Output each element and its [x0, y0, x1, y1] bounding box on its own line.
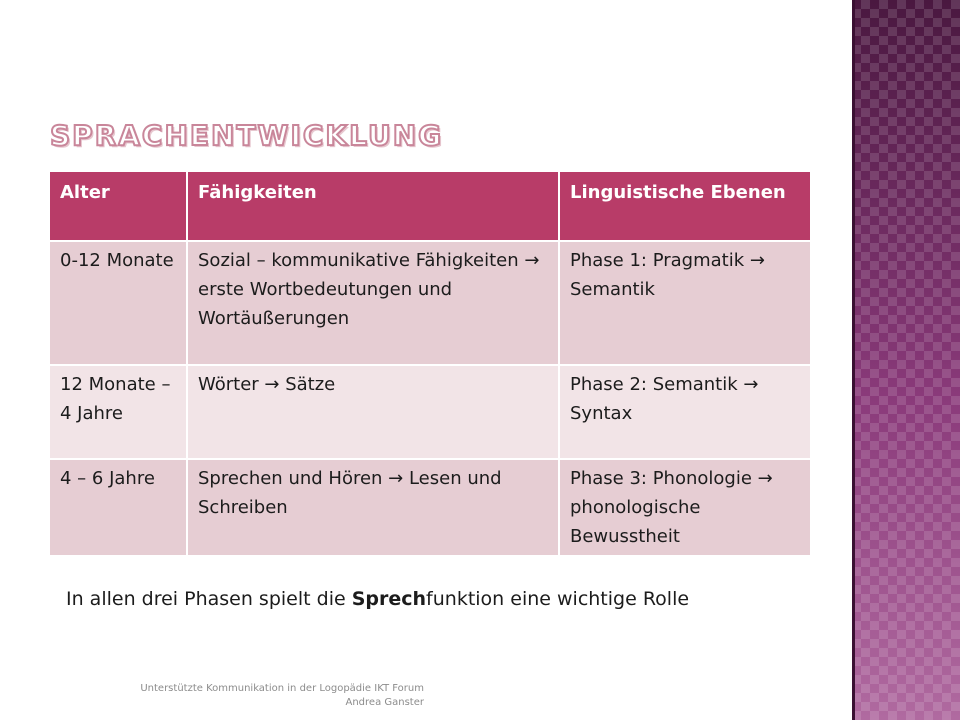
note-text-start: In allen drei Phasen spielt die [66, 588, 352, 610]
cell-ebene: Phase 3: Phonologie → phonologische Bewusstheit [559, 459, 811, 556]
cell-alter: 12 Monate – 4 Jahre [49, 365, 187, 459]
cell-faehigkeiten: Sprechen und Hören → Lesen und Schreiben [187, 459, 559, 556]
cell-faehigkeiten: Sozial – kommunikative Fähigkeiten → erste Wortbedeutungen und Wortäußerungen [187, 241, 559, 365]
cell-ebene: Phase 1: Pragmatik → Semantik [559, 241, 811, 365]
summary-note [66, 585, 689, 613]
decorative-side-panel [852, 0, 960, 720]
table-row [49, 459, 811, 556]
table-row [49, 241, 811, 365]
footer-line-1: Unterstützte Kommunikation in der Logopädie IKT Forum [140, 683, 424, 694]
cell-alter: 0-12 Monate [49, 241, 187, 365]
slide-title: sprachentwicklung [50, 109, 444, 155]
note-text-end: funktion eine wichtige Rolle [426, 588, 690, 610]
cell-faehigkeiten: Wörter → Sätze [187, 365, 559, 459]
side-panel-edge [852, 0, 855, 720]
header-linguistische-ebenen: Linguistische Ebenen [559, 171, 811, 241]
development-table [48, 170, 812, 557]
cell-alter: 4 – 6 Jahre [49, 459, 187, 556]
cell-ebene: Phase 2: Semantik → Syntax [559, 365, 811, 459]
slide-footer [80, 682, 424, 710]
header-alter: Alter [49, 171, 187, 241]
note-bold-word: Sprech [351, 588, 427, 610]
table-row [49, 365, 811, 459]
footer-line-2: Andrea Ganster [345, 697, 424, 708]
table-header-row [49, 171, 811, 241]
header-faehigkeiten: Fähigkeiten [187, 171, 559, 241]
